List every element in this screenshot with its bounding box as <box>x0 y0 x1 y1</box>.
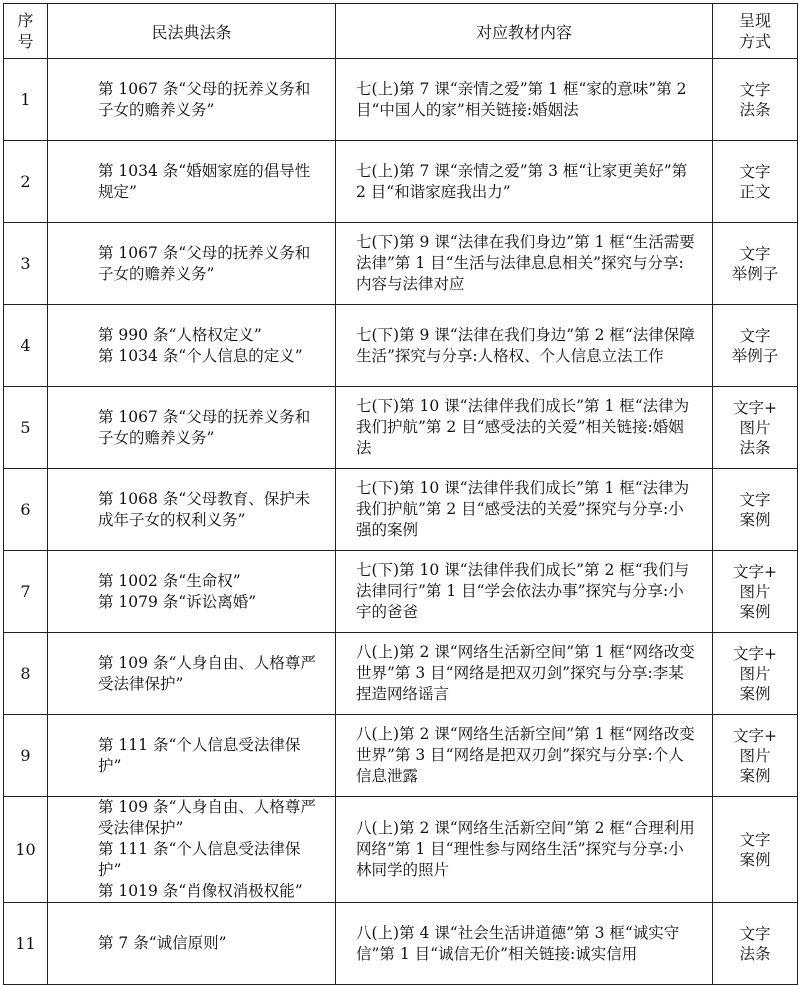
table-row <box>4 715 798 797</box>
presentation-form-line: 文字 <box>739 830 771 849</box>
table-header-row <box>4 4 798 59</box>
presentation-form-line: 图片 <box>739 664 771 683</box>
textbook-content-text: 七(下)第 9 课“法律在我们身边”第 2 框“法律保障生活”探究与分享:人格权、个人信息立法工作 <box>356 325 695 365</box>
presentation-form-cell <box>713 305 798 387</box>
law-article-cell <box>48 469 336 551</box>
presentation-form-cell <box>713 469 798 551</box>
row-index-cell: 10 <box>4 797 48 903</box>
textbook-content-text: 七(下)第 10 课“法律伴我们成长”第 1 框“法律为我们护航”第 2 目“感受法的关爱”探究与分享:小强的案例 <box>356 479 690 539</box>
textbook-content-text: 八(上)第 2 课“网络生活新空间”第 2 框“合理利用网络”第 1 目“理性参与网络生活”探究与分享:小林同学的照片 <box>356 819 695 879</box>
law-article-line: 第 1002 条“生命权” <box>98 571 241 590</box>
presentation-form-line: 文字 <box>739 326 771 345</box>
presentation-form-line: 案例 <box>739 602 771 621</box>
presentation-form-line: 文字+ <box>733 562 777 581</box>
textbook-content-cell <box>336 715 713 797</box>
law-article-line: 第 111 条“个人信息受法律保护” <box>98 840 301 879</box>
table-row <box>4 551 798 633</box>
presentation-form-cell <box>713 797 798 903</box>
header-index-line: 号 <box>17 32 34 51</box>
law-article-line: 第 1067 条“父母的抚养义务和子女的赡养义务” <box>98 79 311 119</box>
presentation-form-line: 文字+ <box>733 726 777 745</box>
textbook-content-cell <box>336 305 713 387</box>
law-article-line: 第 1068 条“父母教育、保护未成年子女的权利义务” <box>98 489 311 529</box>
header-form-line: 呈现 <box>738 11 771 30</box>
presentation-form-line: 文字 <box>739 80 771 99</box>
presentation-form-cell <box>713 59 798 141</box>
row-index-cell: 3 <box>4 223 48 305</box>
textbook-content-text: 七(上)第 7 课“亲情之爱”第 3 框“让家更美好”第 2 目“和谐家庭我出力” <box>356 161 688 201</box>
presentation-form-line: 图片 <box>739 746 771 765</box>
presentation-form-line: 文字 <box>739 924 771 943</box>
law-textbook-table <box>3 3 798 985</box>
presentation-form-cell <box>713 387 798 469</box>
textbook-content-cell <box>336 633 713 715</box>
presentation-form-line: 案例 <box>739 684 771 703</box>
law-article-line: 第 1079 条“诉讼离婚” <box>98 592 257 611</box>
presentation-form-line: 法条 <box>739 100 771 119</box>
presentation-form-cell <box>713 633 798 715</box>
header-content: 对应教材内容 <box>336 4 713 59</box>
row-index-cell: 9 <box>4 715 48 797</box>
header-form-line: 方式 <box>738 32 771 51</box>
law-article-cell <box>48 305 336 387</box>
presentation-form-line: 法条 <box>739 944 771 963</box>
law-article-line: 第 1034 条“个人信息的定义” <box>98 346 303 365</box>
law-article-cell <box>48 633 336 715</box>
header-index <box>4 4 48 59</box>
presentation-form-line: 案例 <box>739 850 771 869</box>
law-article-cell <box>48 715 336 797</box>
row-index-cell: 8 <box>4 633 48 715</box>
presentation-form-cell <box>713 903 798 985</box>
table-row <box>4 223 798 305</box>
textbook-content-cell <box>336 59 713 141</box>
table-row <box>4 797 798 903</box>
law-article-line: 第 1067 条“父母的抚养义务和子女的赡养义务” <box>98 407 311 447</box>
law-article-cell <box>48 797 336 903</box>
row-index-cell: 2 <box>4 141 48 223</box>
law-article-line: 第 7 条“诚信原则” <box>98 934 227 952</box>
law-article-line: 第 109 条“人身自由、人格尊严受法律保护” <box>98 653 316 693</box>
textbook-content-text: 八(上)第 2 课“网络生活新空间”第 1 框“网络改变世界”第 3 目“网络是把双刃剑”探究与分享:李某捏造网络谣言 <box>356 643 695 703</box>
textbook-content-text: 七(上)第 7 课“亲情之爱”第 1 框“家的意味”第 2 目“中国人的家”相关链接:婚姻法 <box>356 79 687 119</box>
row-index-cell: 5 <box>4 387 48 469</box>
presentation-form-line: 案例 <box>739 766 771 785</box>
row-index-cell: 1 <box>4 59 48 141</box>
law-article-cell <box>48 551 336 633</box>
presentation-form-cell <box>713 715 798 797</box>
presentation-form-line: 法条 <box>739 438 771 457</box>
law-article-cell <box>48 141 336 223</box>
law-article-line: 第 1034 条“婚姻家庭的倡导性规定” <box>98 161 311 201</box>
textbook-content-text: 八(上)第 2 课“网络生活新空间”第 1 框“网络改变世界”第 3 目“网络是把双刃剑”探究与分享:个人信息泄露 <box>356 725 695 785</box>
header-form <box>713 4 798 59</box>
presentation-form-line: 文字+ <box>733 644 777 663</box>
table-row <box>4 141 798 223</box>
law-article-line: 第 990 条“人格权定义” <box>98 325 262 344</box>
row-index-cell: 4 <box>4 305 48 387</box>
textbook-content-text: 八(上)第 4 课“社会生活讲道德”第 3 框“诚实守信”第 1 目“诚信无价”相关链接:诚实信用 <box>356 923 680 963</box>
presentation-form-cell <box>713 551 798 633</box>
table-body <box>4 59 798 985</box>
presentation-form-line: 文字 <box>739 244 771 263</box>
law-article-cell <box>48 223 336 305</box>
textbook-content-text: 七(下)第 9 课“法律在我们身边”第 1 框“生活需要法律”第 1 目“生活与法律息息相关”探究与分享:内容与法律对应 <box>356 233 695 293</box>
law-article-line: 第 1067 条“父母的抚养义务和子女的赡养义务” <box>98 243 311 283</box>
textbook-content-cell <box>336 223 713 305</box>
presentation-form-line: 文字 <box>739 162 771 181</box>
textbook-content-cell <box>336 551 713 633</box>
table-row <box>4 469 798 551</box>
law-article-line: 第 111 条“个人信息受法律保护” <box>98 735 301 775</box>
row-index-cell: 6 <box>4 469 48 551</box>
row-index-cell: 7 <box>4 551 48 633</box>
law-article-line: 第 109 条“人身自由、人格尊严受法律保护” <box>98 798 316 837</box>
presentation-form-line: 案例 <box>739 510 771 529</box>
textbook-content-cell <box>336 903 713 985</box>
textbook-content-cell <box>336 469 713 551</box>
presentation-form-line: 图片 <box>739 418 771 437</box>
table-row <box>4 903 798 985</box>
header-index-line: 序 <box>17 11 34 30</box>
presentation-form-line: 举例子 <box>731 264 779 283</box>
presentation-form-cell <box>713 141 798 223</box>
law-article-cell <box>48 387 336 469</box>
table-row <box>4 387 798 469</box>
row-index-cell: 11 <box>4 903 48 985</box>
law-article-cell <box>48 59 336 141</box>
presentation-form-line: 文字 <box>739 490 771 509</box>
textbook-content-text: 七(下)第 10 课“法律伴我们成长”第 1 框“法律为我们护航”第 2 目“感受法的关爱”相关链接:婚姻法 <box>356 397 690 457</box>
presentation-form-line: 文字+ <box>733 398 777 417</box>
law-textbook-table-container <box>3 3 797 985</box>
textbook-content-cell <box>336 387 713 469</box>
table-row <box>4 633 798 715</box>
table-row <box>4 305 798 387</box>
header-law: 民法典法条 <box>48 4 336 59</box>
presentation-form-line: 图片 <box>739 582 771 601</box>
presentation-form-cell <box>713 223 798 305</box>
table-row <box>4 59 798 141</box>
textbook-content-cell <box>336 797 713 903</box>
law-article-cell <box>48 903 336 985</box>
law-article-line: 第 1019 条“肖像权消极权能” <box>98 882 303 900</box>
presentation-form-line: 正文 <box>739 182 771 201</box>
textbook-content-cell <box>336 141 713 223</box>
presentation-form-line: 举例子 <box>731 346 779 365</box>
textbook-content-text: 七(下)第 10 课“法律伴我们成长”第 2 框“我们与法律同行”第 1 目“学会依法办事”探究与分享:小宇的爸爸 <box>356 561 690 621</box>
